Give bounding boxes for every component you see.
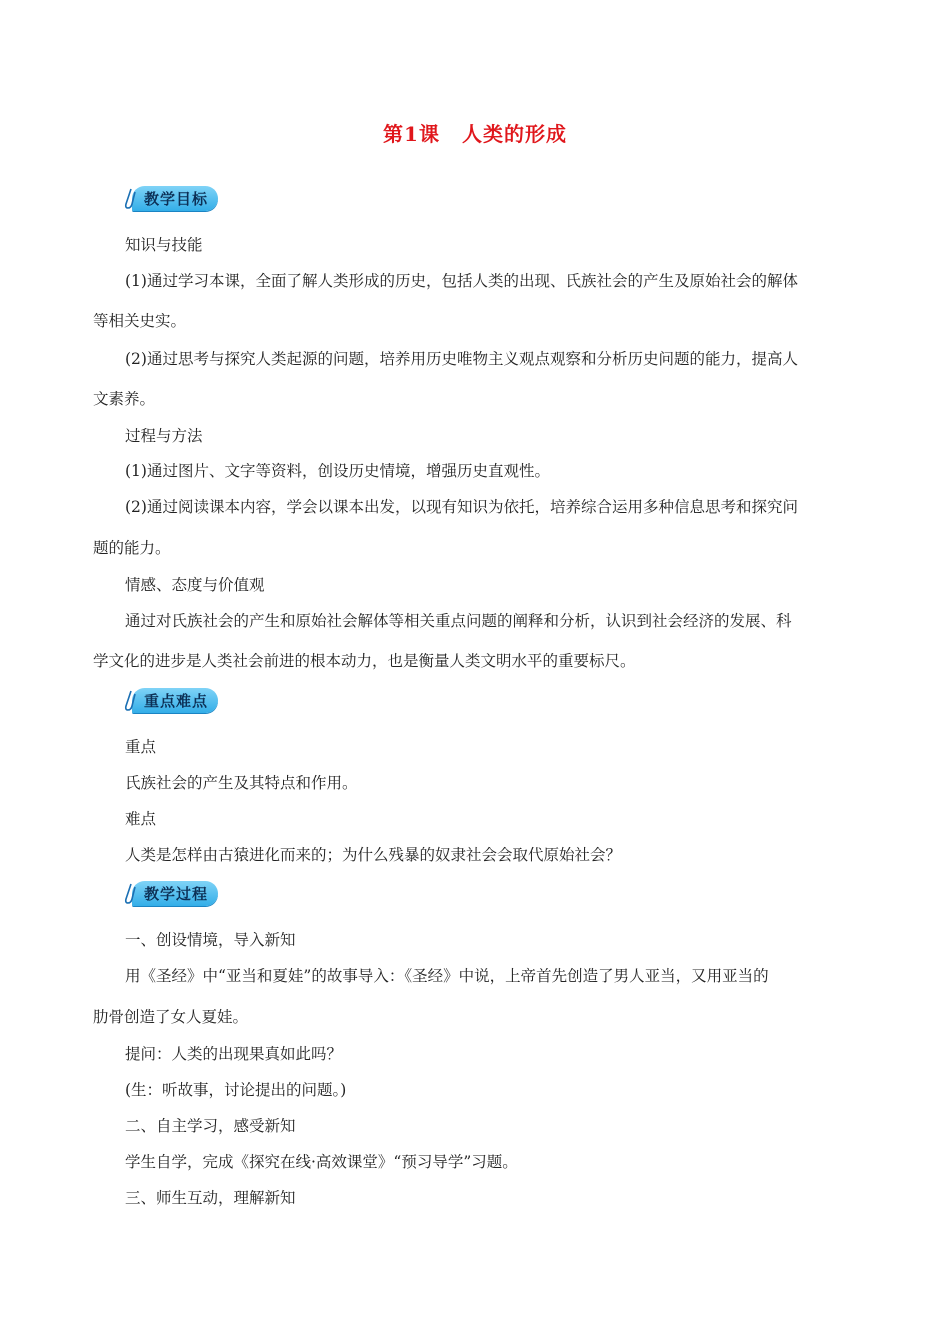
paragraph-line: 提问：人类的出现果真如此吗？: [125, 1045, 343, 1063]
page-title: [0, 118, 950, 147]
subheading-attitude: 情感、态度与价值观: [125, 576, 265, 594]
paragraph-line: 文素养。: [93, 390, 156, 408]
paragraph-line: 题的能力。: [93, 539, 171, 557]
section-title: 重点难点: [132, 688, 218, 713]
paragraph-line: 学生自学，完成《探究在线·高效课堂》“预习导学”习题。: [125, 1153, 518, 1171]
subheading-difficulty: 难点: [125, 810, 157, 828]
section-badge-key-points: [122, 686, 218, 714]
subheading-key: 重点: [125, 738, 157, 756]
paragraph-line: 通过对氏族社会的产生和原始社会解体等相关重点问题的阐释和分析，认识到社会经济的发展、科: [125, 612, 792, 630]
step-heading: 一、创设情境，导入新知: [125, 931, 296, 949]
subheading-process-method: 过程与方法: [125, 427, 203, 445]
section-badge-objectives: [122, 184, 218, 212]
paragraph-line: 肋骨创造了女人夏娃。: [93, 1008, 249, 1026]
step-heading: 二、自主学习，感受新知: [125, 1117, 296, 1135]
paperclip-icon: [122, 881, 136, 905]
subheading-knowledge: 知识与技能: [125, 236, 203, 254]
paragraph-line: 等相关史实。: [93, 312, 187, 330]
section-title: 教学过程: [132, 881, 218, 906]
paragraph-line: 氏族社会的产生及其特点和作用。: [125, 774, 358, 792]
paragraph-line: (生：听故事，讨论提出的问题。): [125, 1081, 347, 1099]
paragraph-line: (1)通过图片、文字等资料，创设历史情境，增强历史直观性。: [125, 462, 550, 480]
paperclip-icon: [122, 688, 136, 712]
step-heading: 三、师生互动，理解新知: [125, 1189, 296, 1207]
section-title: 教学目标: [132, 186, 218, 211]
lesson-number: 第1课: [383, 122, 440, 146]
paragraph-line: 人类是怎样由古猿进化而来的；为什么残暴的奴隶社会会取代原始社会？: [125, 846, 622, 864]
paragraph-line: 用《圣经》中“亚当和夏娃”的故事导入：《圣经》中说，上帝首先创造了男人亚当，又用亚当的: [125, 967, 769, 985]
paragraph-line: (2)通过思考与探究人类起源的问题，培养用历史唯物主义观点观察和分析历史问题的能力，提高人: [125, 350, 798, 368]
paragraph-line: (1)通过学习本课，全面了解人类形成的历史，包括人类的出现、氏族社会的产生及原始社会的解体: [125, 272, 798, 290]
paperclip-icon: [122, 186, 136, 210]
lesson-name: 人类的形成: [461, 122, 567, 146]
paragraph-line: (2)通过阅读课本内容，学会以课本出发，以现有知识为依托，培养综合运用多种信息思考和探究问: [125, 498, 798, 516]
paragraph-line: 学文化的进步是人类社会前进的根本动力，也是衡量人类文明水平的重要标尺。: [93, 652, 636, 670]
section-badge-process: [122, 879, 218, 907]
